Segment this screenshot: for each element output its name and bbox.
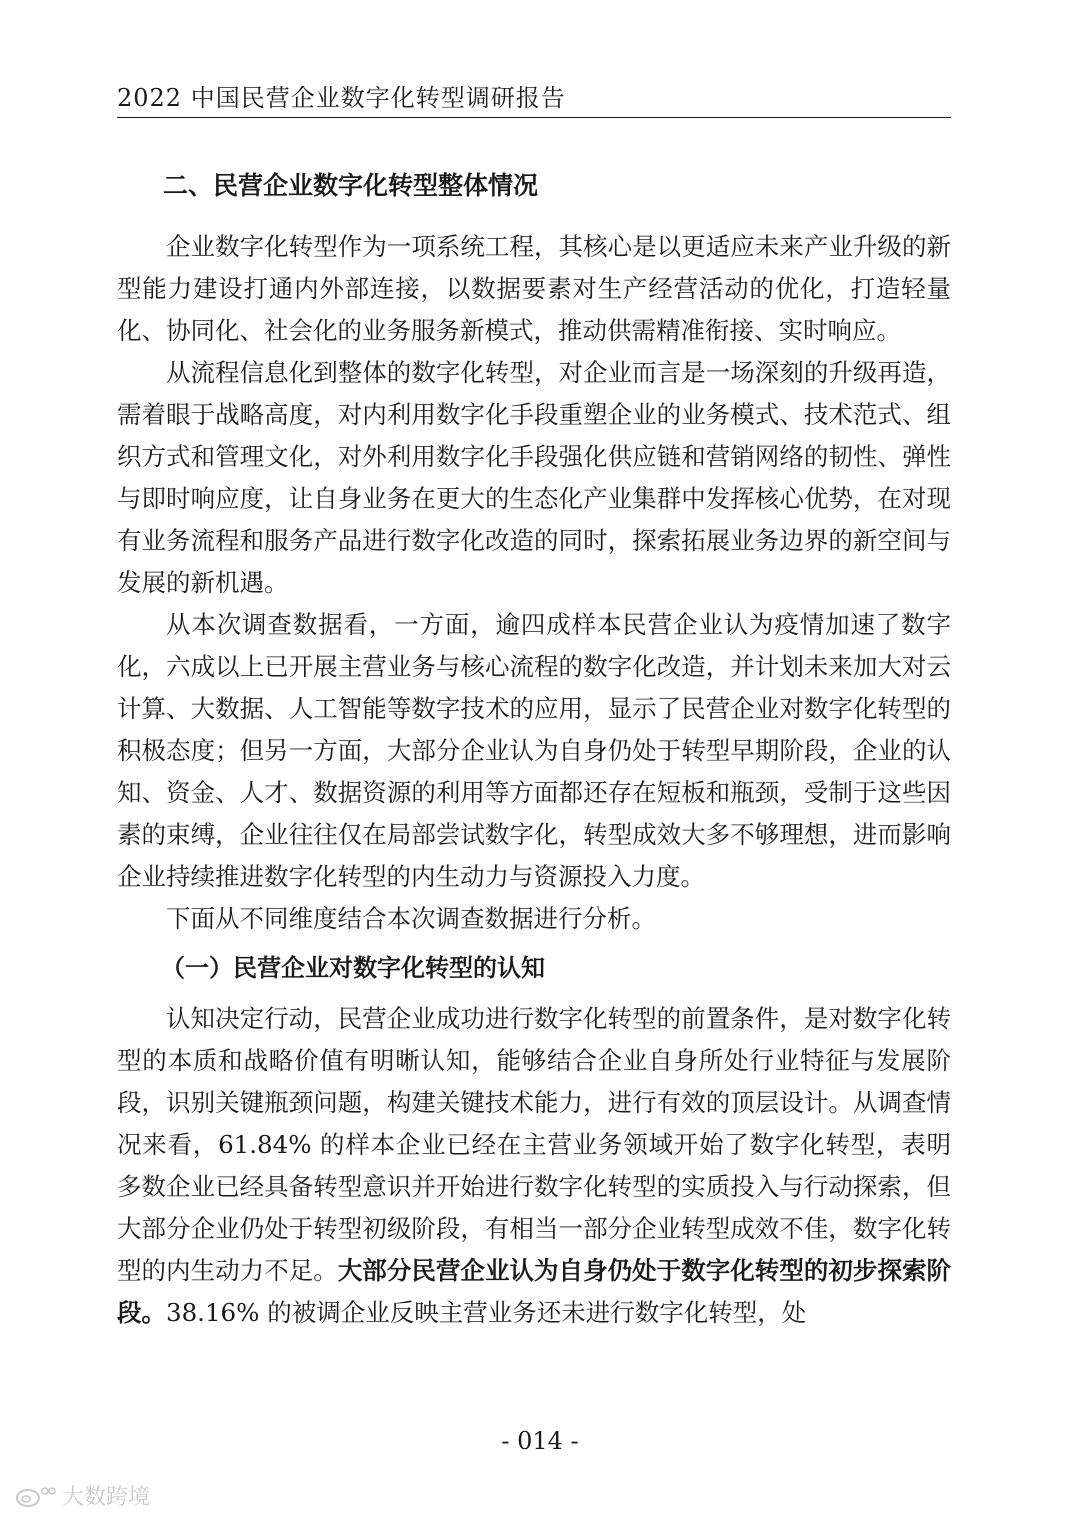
page-body [117, 166, 951, 1334]
paragraph-1: 企业数字化转型作为一项系统工程，其核心是以更适应未来产业升级的新型能力建设打通内外部连接，以数据要素对生产经营活动的优化，打造轻量化、协同化、社会化的业务服务新模式，推动供需精准衔接、实时响应。 [117, 232, 951, 345]
subsection-paragraph [117, 998, 951, 1334]
running-header: 2022 中国民营企业数字化转型调研报告 [117, 84, 566, 112]
watermark-text: 大数跨境 [62, 1485, 151, 1510]
paragraph-4: 下面从不同维度结合本次调查数据进行分析。 [166, 904, 656, 933]
paragraph-3: 从本次调查数据看，一方面，逾四成样本民营企业认为疫情加速了数字化，六成以上已开展主营业务与核心流程的数字化改造，并计划未来加大对云计算、大数据、人工智能等数字技术的应用，显示了民营企业对数字化转型的积极态度；但另一方面，大部分企业认为自身仍处于转型早期阶段，企业的认知、资金、人才、数据资源的利用等方面都还存在短板和瓶颈，受制于这些因素的束缚，企业往往仅在局部尝试数字化，转型成效大多不够理想，进而影响企业持续推进数字化转型的内生动力与资源投入力度。 [117, 610, 951, 891]
subsection-text: 认知决定行动，民营企业成功进行数字化转型的前置条件，是对数字化转型的本质和战略价值有明晰认知，能够结合企业自身所处行业特征与发展阶段，识别关键瓶颈问题，构建关键技术能力，进行有效的顶层设计。从调查情况来看，61.84% 的样本企业已经在主营业务领域开始了数字化转型，表明多数企业已经具备转型意识并开始进行数字化转型的实质投入与行动探索，但大部分企业仍处于转型初级阶段，有相当一部分企业转型成效不佳，数字化转型的内生动力不足。 [117, 1004, 951, 1285]
section-heading: 二、民营企业数字化转型整体情况 [163, 171, 539, 200]
subsection-heading: （一）民营企业对数字化转型的认知 [161, 954, 545, 982]
header-rule [117, 117, 951, 118]
watermark [14, 1480, 150, 1511]
subsection-bold-text: 大部分民营企业认为自身仍处于数字化转型的初步探索阶段。 [117, 1256, 952, 1327]
page-number: - 014 - [501, 1427, 579, 1455]
subsection-text-continued: 38.16% 的被调企业反映主营业务还未进行数字化转型，处 [166, 1298, 807, 1327]
weibo-logo-icon [14, 1483, 56, 1509]
paragraph-2: 从流程信息化到整体的数字化转型，对企业而言是一场深刻的升级再造，需着眼于战略高度，对内利用数字化手段重塑企业的业务模式、技术范式、组织方式和管理文化，对外利用数字化手段强化供应链和营销网络的韧性、弹性与即时响应度，让自身业务在更大的生态化产业集群中发挥核心优势，在对现有业务流程和服务产品进行数字化改造的同时，探索拓展业务边界的新空间与发展的新机遇。 [117, 358, 951, 597]
